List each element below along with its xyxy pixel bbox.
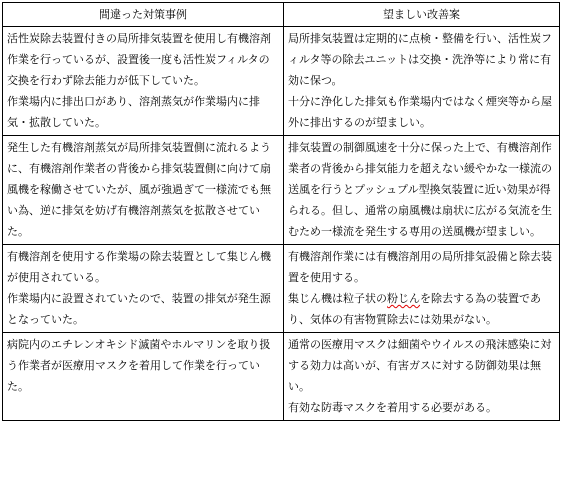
improvement-cell: [284, 136, 560, 245]
bad-case-text: 作業場内に排出口があり、溶剤蒸気が作業場内に排気・拡散していた。: [7, 95, 260, 129]
improvement-text-segment: 集じん機は粒子状の: [288, 292, 387, 305]
improvement-cell: [284, 245, 560, 333]
improvement-text: 局所排気装置は定期的に点検・整備を行い、活性炭フィルタ等の除去ユニットは交換・洗浄等により常に有効に保つ。: [288, 32, 552, 87]
spellcheck-marked-word: 粉じん: [387, 292, 420, 305]
header-improvement: 望ましい改善案: [284, 3, 560, 27]
table-row: [3, 333, 560, 421]
improvement-text-segment: を除去する為の装置であり、気体の有害物質除去には効果がない。: [288, 292, 541, 326]
bad-case-text: 活性炭除去装置付きの局所排気装置を使用し有機溶剤作業を行っているが、設置後一度も活性炭フィルタの交換を行わず除去能力が低下していた。: [7, 32, 271, 87]
bad-case-text: 発生した有機溶剤蒸気が局所排気装置側に流れるように、有機溶剤作業者の背後から排気装置側に向けて扇風機を稼働させていたが、風が強過ぎて一様流でも無い為、逆に排気を妨げ有機溶剤蒸気を拡散させていた。: [7, 141, 271, 238]
improvement-text: 有機溶剤作業には有機溶剤用の局所排気設備と除去装置を使用する。: [288, 250, 552, 284]
table-header-row: [3, 3, 560, 27]
improvement-text: 通常の医療用マスクは細菌やウイルスの飛沫感染に対する効力は高いが、有害ガスに対する防御効果は無い。: [288, 338, 552, 393]
improvement-text: [288, 288, 555, 330]
table-row: [3, 136, 560, 245]
table-row: [3, 27, 560, 136]
bad-case-cell: [3, 27, 284, 136]
improvement-text: 排気装置の制御風速を十分に保った上で、有機溶剤作業者の背後から排気能力を超えない緩やかな一様流の送風を行うとプッシュプル型換気装置に近い効果が得られる。但し、通常の扇風機は扇状に広がる気流を生むため一様流を発生する専用の送風機が望ましい。: [288, 141, 552, 238]
improvement-text: 有効な防毒マスクを着用する必要がある。: [288, 401, 497, 414]
improvement-cell: [284, 333, 560, 421]
bad-case-text: 作業場内に設置されていたので、装置の排気が発生源となっていた。: [7, 292, 271, 326]
header-bad-case: 間違った対策事例: [3, 3, 284, 27]
countermeasure-comparison-table: [2, 2, 560, 421]
improvement-cell: [284, 27, 560, 136]
improvement-text: 十分に浄化した排気も作業場内ではなく煙突等から屋外に排出するのが望ましい。: [288, 95, 552, 129]
bad-case-cell: [3, 136, 284, 245]
bad-case-cell: [3, 245, 284, 333]
bad-case-text: 病院内のエチレンオキシド滅菌やホルマリンを取り扱う作業者が医療用マスクを着用して作業を行っていた。: [7, 338, 271, 393]
table-row: [3, 245, 560, 333]
bad-case-text: 有機溶剤を使用する作業場の除去装置として集じん機が使用されている。: [7, 250, 271, 284]
bad-case-cell: [3, 333, 284, 421]
